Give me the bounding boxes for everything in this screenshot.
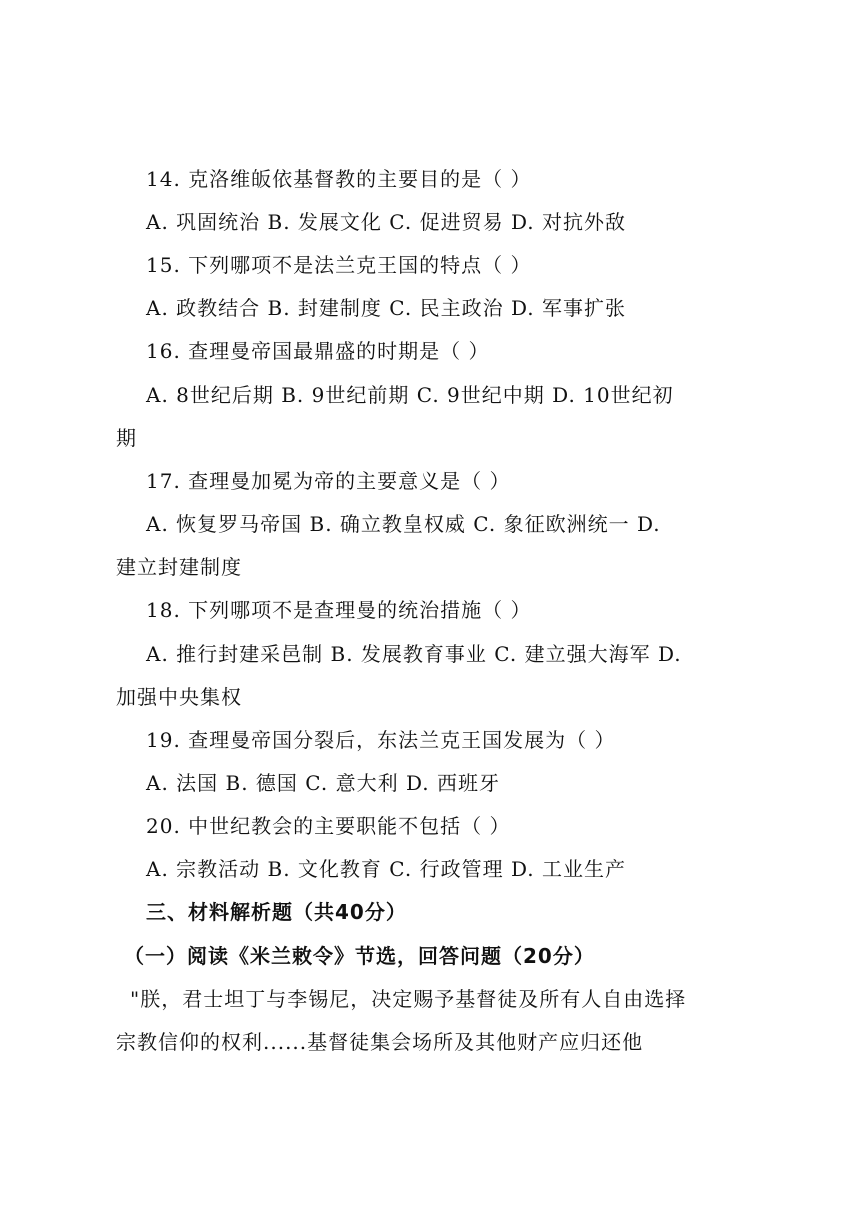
subsection-heading: （一）阅读《米兰敕令》节选，回答问题（20分） [124, 944, 595, 968]
question-17-options-wrap: 建立封建制度 [116, 555, 242, 579]
question-16-options: A. 8世纪后期 B. 9世纪前期 C. 9世纪中期 D. 10世纪初 [146, 383, 674, 407]
question-14-options: A. 巩固统治 B. 发展文化 C. 促进贸易 D. 对抗外敌 [146, 210, 626, 234]
question-18: 18. 下列哪项不是查理曼的统治措施（ ） [146, 598, 532, 622]
question-20-options: A. 宗教活动 B. 文化教育 C. 行政管理 D. 工业生产 [146, 857, 626, 881]
question-18-options-wrap: 加强中央集权 [116, 685, 242, 709]
question-15-options: A. 政教结合 B. 封建制度 C. 民主政治 D. 军事扩张 [146, 296, 626, 320]
question-19: 19. 查理曼帝国分裂后，东法兰克王国发展为（ ） [146, 728, 616, 752]
question-20: 20. 中世纪教会的主要职能不包括（ ） [146, 814, 511, 838]
question-18-options: A. 推行封建采邑制 B. 发展教育事业 C. 建立强大海军 D. [146, 642, 682, 666]
question-17: 17. 查理曼加冕为帝的主要意义是（ ） [146, 469, 511, 493]
question-16: 16. 查理曼帝国最鼎盛的时期是（ ） [146, 339, 490, 363]
question-16-options-wrap: 期 [116, 426, 137, 450]
section-heading: 三、材料解析题（共40分） [146, 900, 407, 924]
question-15: 15. 下列哪项不是法兰克王国的特点（ ） [146, 253, 532, 277]
material-text-line-2: 宗教信仰的权利......基督徒集会场所及其他财产应归还他 [116, 1030, 644, 1054]
material-text-line-1: "朕，君士坦丁与李锡尼，决定赐予基督徒及所有人自由选择 [130, 987, 687, 1011]
question-19-options: A. 法国 B. 德国 C. 意大利 D. 西班牙 [146, 771, 500, 795]
question-14: 14. 克洛维皈依基督教的主要目的是（ ） [146, 167, 532, 191]
question-17-options: A. 恢复罗马帝国 B. 确立教皇权威 C. 象征欧洲统一 D. [146, 512, 661, 536]
